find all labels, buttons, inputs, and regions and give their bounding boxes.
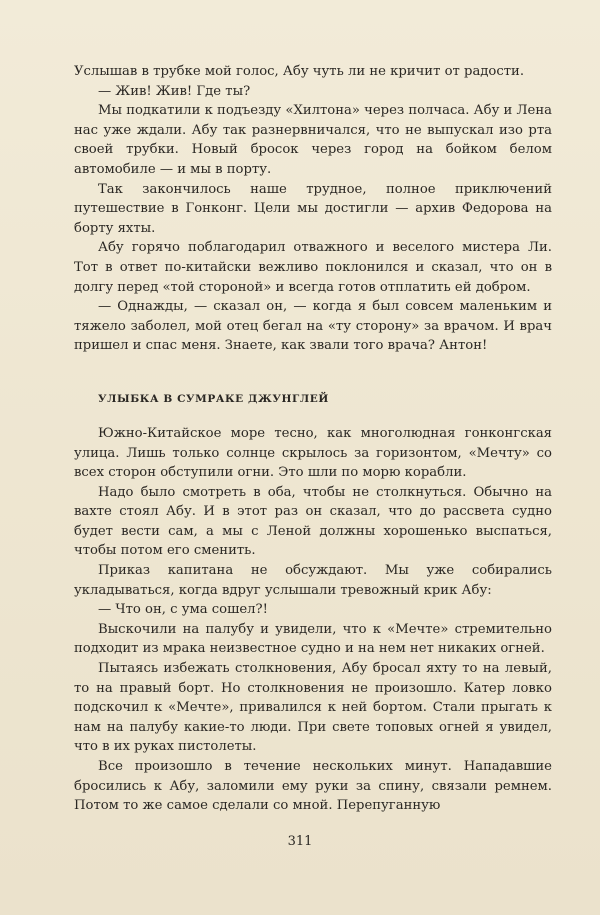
paragraph: Так закончилось наше трудное, полное приключений путешествие в Гонконг. Цели мы достигли — архив Федорова на борту яхты. [74,181,552,236]
section-title: УЛЫБКА В СУМРАКЕ ДЖУНГЛЕЙ [98,392,329,405]
paragraph: — Однажды, — сказал он, — когда я был совсем маленьким и тяжело заболел, мой отец бегал на «ту сторону» за врачом. И врач пришел и спас меня. Знаете, как звали того врача? Антон! [74,299,552,354]
page-text [74,62,552,816]
paragraph: Южно-Китайское море тесно, как многолюдная гонконгская улица. Лишь только солнце скрылось за горизонтом, «Мечту» со всех сторон обступили огни. Это шли по морю корабли. [74,425,552,481]
paragraph: Выскочили на палубу и увидели, что к «Мечте» стремительно подходит из мрака неизвестное судно и на нем нет никаких огней. [74,621,552,657]
paragraph: Пытаясь избежать столкновения, Абу бросал яхту то на левый, то на правый борт. Но столкновения не произошло. Катер ловко подскочил к «Мечте», привалился к ней бортом. Стали прыгать к нам на палубу какие-то люди. При свете топовых огней я увидел, что в их руках пистолеты. [74,661,552,755]
paragraph: Все произошло в течение нескольких минут. Нападавшие бросились к Абу, заломили ему руки за спину, связали ремнем. Потом то же самое сделали со мной. Перепуганную [74,759,552,814]
paragraph: Приказ капитана не обсуждают. Мы уже собирались укладываться, когда вдруг услышали тревожный крик Абу: [74,563,552,598]
paragraph: Услышав в трубке мой голос, Абу чуть ли не кричит от радости. [74,64,525,79]
paragraph: Мы подкатили к подъезду «Хилтона» через полчаса. Абу и Лена нас уже ждали. Абу так разнервничался, что не выпускал изо рта своей трубки. Новый бросок через город на бойком белом автомобиле — и мы в порту. [74,103,552,177]
paragraph: — Жив! Жив! Где ты? [98,83,251,99]
page-number: 311 [287,834,313,849]
paragraph: Надо было смотреть в оба, чтобы не столкнуться. Обычно на вахте стоял Абу. И в этот раз он сказал, что до рассвета судно будет вести сам, а мы с Леной должны хорошенько выспаться, чтобы потом его сменить. [74,484,552,559]
paragraph: Абу горячо поблагодарил отважного и веселого мистера Ли. Тот в ответ по-китайски вежливо поклонился и сказал, что он в долгу перед «той стороной» и всегда готов отплатить ей добром. [74,240,552,295]
paragraph: — Что он, с ума сошел?! [98,602,268,618]
